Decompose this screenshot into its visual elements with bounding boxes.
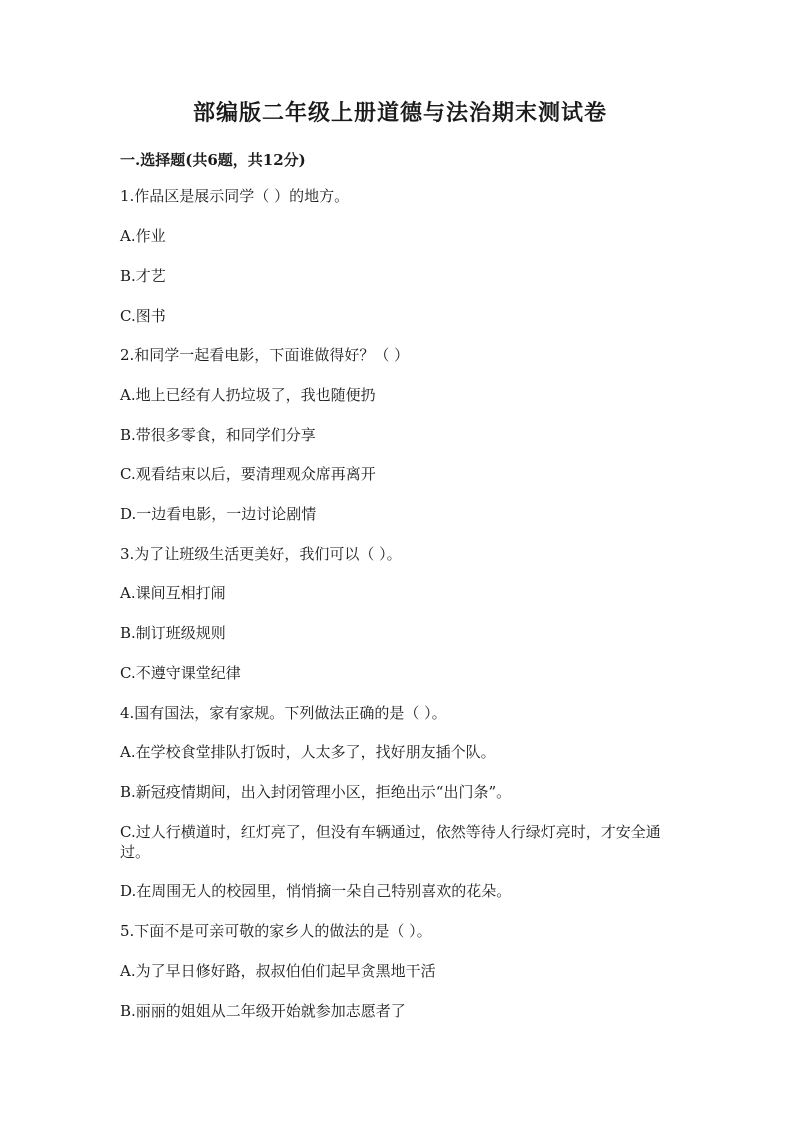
question-2-option-a: A.地上已经有人扔垃圾了，我也随便扔 xyxy=(120,386,376,404)
question-1-option-a: A.作业 xyxy=(120,227,166,245)
question-4-option-d: D.在周围无人的校园里，悄悄摘一朵自己特别喜欢的花朵。 xyxy=(120,882,512,900)
section-heading: 一.选择题(共6题，共12分) xyxy=(120,151,306,169)
question-4-option-c: C.过人行横道时，红灯亮了，但没有车辆通过，依然等待人行绿灯亮时，才安全通过。 xyxy=(120,823,661,861)
question-4-option-a: A.在学校食堂排队打饭时，人太多了，找好朋友插个队。 xyxy=(120,743,496,761)
question-3-stem: 3.为了让班级生活更美好，我们可以（ ）。 xyxy=(120,545,402,563)
question-1-option-b: B.才艺 xyxy=(120,267,166,285)
question-3-option-c: C.不遵守课堂纪律 xyxy=(120,664,241,682)
question-2-option-b: B.带很多零食，和同学们分享 xyxy=(120,426,316,444)
question-3-option-b: B.制订班级规则 xyxy=(120,624,226,642)
question-4-stem: 4.国有国法，家有家规。下列做法正确的是（ ）。 xyxy=(120,704,447,722)
question-5-stem: 5.下面不是可亲可敬的家乡人的做法的是（ ）。 xyxy=(120,922,432,940)
question-5-option-a: A.为了早日修好路，叔叔伯伯们起早贪黑地干活 xyxy=(120,962,436,980)
question-5-option-b: B.丽丽的姐姐从二年级开始就参加志愿者了 xyxy=(120,1002,406,1020)
page-title: 部编版二年级上册道德与法治期末测试卷 xyxy=(192,100,607,126)
question-2-option-c: C.观看结束以后，要清理观众席再离开 xyxy=(120,465,376,483)
question-2-option-d: D.一边看电影，一边讨论剧情 xyxy=(120,505,317,523)
question-4-option-b: B.新冠疫情期间，出入封闭管理小区，拒绝出示“出门条”。 xyxy=(120,783,512,801)
question-1-option-c: C.图书 xyxy=(120,307,166,325)
question-3-option-a: A.课间互相打闹 xyxy=(120,584,226,602)
question-1-stem: 1.作品区是展示同学（ ）的地方。 xyxy=(120,187,350,205)
question-2-stem: 2.和同学一起看电影，下面谁做得好？（ ） xyxy=(120,346,410,364)
